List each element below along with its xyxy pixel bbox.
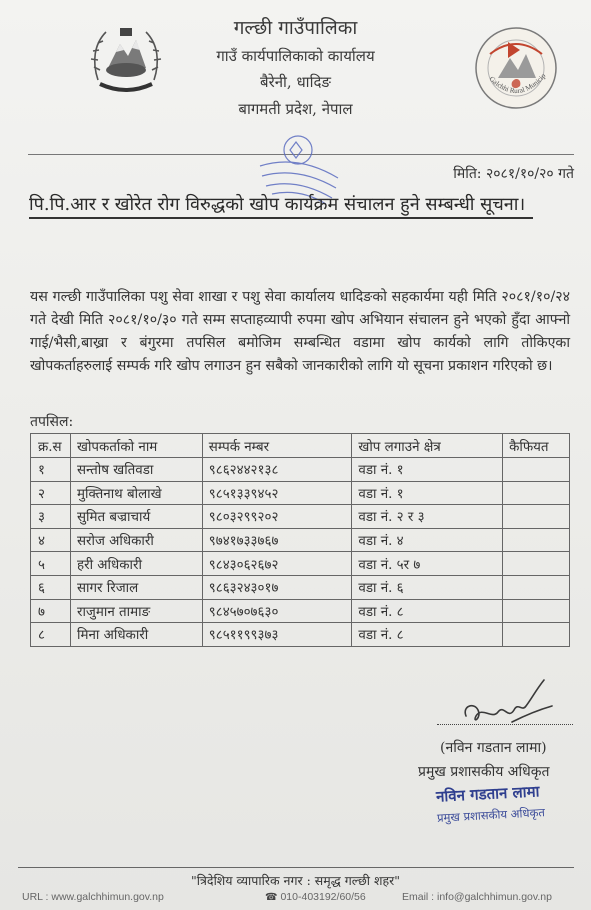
notice-title: पि.पि.आर र खोरेत रोग विरुद्धको खोप कार्यक्रम संचालन हुने सम्बन्धी सूचना। (29, 192, 533, 219)
cell-serial: ४ (31, 528, 71, 552)
header-office: गाउँ कार्यपालिकाको कार्यालय (216, 47, 375, 65)
cell-area: वडा नं. ८ (352, 623, 503, 647)
cell-remarks (503, 528, 570, 552)
cell-area: वडा नं. ५र ७ (352, 552, 503, 576)
col-contact: सम्पर्क नम्बर (202, 434, 352, 458)
seal-post: प्रमुख प्रशासकीय अधिकृत (436, 805, 546, 825)
col-area: खोप लगाउने क्षेत्र (352, 434, 503, 458)
cell-serial: ७ (31, 599, 71, 623)
table-row (31, 528, 570, 552)
header-province: बागमती प्रदेश, नेपाल (238, 100, 353, 118)
cell-area: वडा नं. १ (352, 481, 503, 505)
cell-name: मिना अधिकारी (70, 623, 202, 647)
cell-contact: ९८६२४४२१३८ (202, 458, 352, 482)
seal-name: नविन गडतान लामा (435, 782, 540, 806)
footer-url: URL : www.galchhimun.gov.np (22, 891, 164, 903)
footer-divider (18, 867, 574, 868)
cell-remarks (503, 599, 570, 623)
table-row (31, 481, 570, 505)
cell-area: वडा नं. १ (352, 458, 503, 482)
logo-text: Galchhi Rural Municip (487, 71, 548, 96)
cell-serial: ६ (31, 575, 71, 599)
cell-area: वडा नं. ४ (352, 528, 503, 552)
cell-contact: ९८५११९९३७३ (202, 623, 352, 647)
cell-remarks (503, 623, 570, 647)
cell-area: वडा नं. २ र ३ (352, 505, 503, 529)
cell-name: सुमित बज्राचार्य (70, 505, 202, 529)
cell-area: वडा नं. ६ (352, 575, 503, 599)
cell-remarks (503, 458, 570, 482)
table-row (31, 575, 570, 599)
cell-contact: ९८६३२४३०१७ (202, 575, 352, 599)
table-header-row (31, 434, 570, 458)
municipality-logo-icon (472, 24, 560, 112)
cell-contact: ९७४१७३३७६७ (202, 528, 352, 552)
cell-name: सन्तोष खतिवडा (70, 458, 202, 482)
cell-serial: १ (31, 458, 71, 482)
table-row (31, 623, 570, 647)
phone-icon: ☎ (265, 892, 278, 903)
cell-serial: २ (31, 481, 71, 505)
header-location: बैरेनी, धादिङ (260, 73, 331, 91)
col-remarks: कैफियत (503, 434, 570, 458)
cell-name: सागर रिजाल (70, 575, 202, 599)
header-municipality: गल्छी गाउँपालिका (233, 17, 358, 39)
cell-remarks (503, 552, 570, 576)
table-row (31, 552, 570, 576)
date-value: २०८१/१०/२० (485, 166, 554, 182)
table-row (31, 599, 570, 623)
date-label: मिति: (453, 166, 482, 182)
cell-remarks (503, 575, 570, 599)
footer-phone-number: 010-403192/60/56 (280, 891, 366, 903)
cell-area: वडा नं. ८ (352, 599, 503, 623)
table-row (31, 505, 570, 529)
cell-name: सरोज अधिकारी (70, 528, 202, 552)
signature-line (437, 724, 573, 725)
signatory-post: प्रमुख प्रशासकीय अधिकृत (418, 764, 550, 780)
notice-date (388, 164, 574, 183)
footer-email: Email : info@galchhimun.gov.np (402, 891, 552, 903)
signatory-name: (नविन गडतान लामा) (440, 740, 547, 756)
footer-slogan: "त्रिदेशिय व्यापारिक नगर : समृद्ध गल्छी शहर" (191, 873, 400, 888)
cell-contact: ९८०३२९९२०२ (202, 505, 352, 529)
vaccinator-table (30, 433, 570, 647)
cell-contact: ९८४५७०७६३० (202, 599, 352, 623)
notice-body: यस गल्छी गाउँपालिका पशु सेवा शाखा र पशु सेवा कार्यालय धादिङको सहकार्यमा यही मिति २०८१/१०/२४ गते देखी मिति २०८१/१०/३० गते सम्म सप्ताहव्यापी रुपमा खोप अभियान संचालन हुने भएको हुँदा आफ्नो गाई/भैसी,बाख्रा र बंगुरमा तपसिल बमोजिम सम्बन्धित वडामा खोप कार्यको लागि तोकिएका खोपकर्ताहरुलाई सम्पर्क गरि खोप लगाउन हुन सबैको जानकारीको लागि यो सूचना प्रकाशन गरिएको छ। (30, 289, 570, 374)
cell-contact: ९८४३०६२६७२ (202, 552, 352, 576)
col-serial: क्र.स (31, 434, 71, 458)
date-suffix: गते (558, 166, 574, 182)
cell-contact: ९८५१३३९४५२ (202, 481, 352, 505)
table-row (31, 458, 570, 482)
cell-name: राजुमान तामाङ (70, 599, 202, 623)
col-name: खोपकर्ताको नाम (70, 434, 202, 458)
cell-name: मुक्तिनाथ बोलाखे (70, 481, 202, 505)
footer-phone (265, 891, 366, 903)
cell-name: हरी अधिकारी (70, 552, 202, 576)
cell-remarks (503, 481, 570, 505)
schedule-label: तपसिल: (30, 414, 74, 430)
cell-serial: ५ (31, 552, 71, 576)
cell-serial: ३ (31, 505, 71, 529)
cell-serial: ८ (31, 623, 71, 647)
cell-remarks (503, 505, 570, 529)
